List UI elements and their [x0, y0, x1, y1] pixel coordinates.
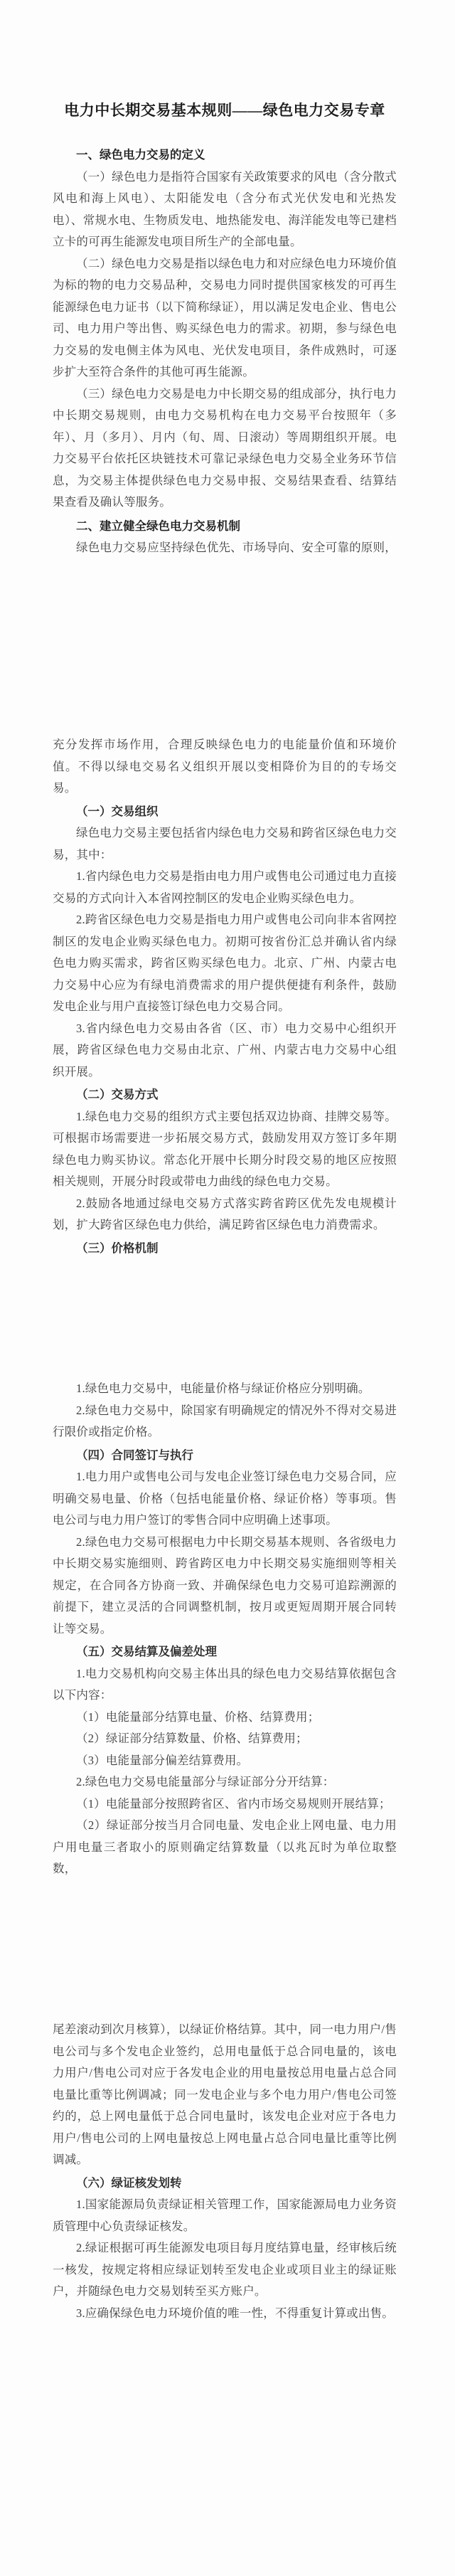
- paragraph: 绿色电力交易主要包括省内绿色电力交易和跨省区绿色电力交易，其中：: [53, 826, 397, 862]
- paragraph: 2.鼓励各地通过绿电交易方式落实跨省跨区优先发电规模计划，扩大跨省区绿色电力供给，满足跨省区绿色电力消费需求。: [53, 1196, 397, 1231]
- paragraph: （二）绿色电力交易是指以绿色电力和对应绿色电力环境价值为标的物的电力交易品种，交易电力同时提供国家核发的可再生能源绿色电力证书（以下简称绿证），用以满足发电企业、售电公司、电力用户等出售、购买绿色电力的需求。初期，参与绿色电力交易的发电侧主体为风电、光伏发电项目，条件成熟时，可逐步扩大至符合条件的其他可再生能源。: [53, 256, 397, 378]
- document-page: [0, 1378, 455, 2019]
- section-heading: （四）合同签订与执行: [76, 1448, 193, 1462]
- paragraph: （2）绿证部分结算数量、价格、结算费用；: [76, 1732, 308, 1745]
- paragraph: （1）电能量部分结算电量、价格、结算费用；: [76, 1710, 320, 1724]
- paragraph: 1.国家能源局负责绿证相关管理工作，国家能源局电力业务资质管理中心负责绿证核发。: [53, 2198, 397, 2233]
- paragraph: 2.绿色电力交易电能量部分与绿证部分分开结算：: [76, 1775, 335, 1788]
- paragraph: 1.绿色电力交易的组织方式主要包括双边协商、挂牌交易等。可根据市场需要进一步拓展交易方式，鼓励发用双方签订多年期绿色电力购买协议。常态化开展中长期分时段交易的地区应按照相关规则，开展分时段或带电力曲线的绿色电力交易。: [53, 1109, 397, 1188]
- section-heading: （二）交易方式: [76, 1088, 159, 1101]
- chapter-heading: 一、绿色电力交易的定义: [76, 149, 205, 161]
- paragraph: 1.绿色电力交易中，电能量价格与绿证价格应分别明确。: [76, 1382, 370, 1395]
- paragraph: 3.应确保绿色电力环境价值的唯一性，不得重复计算或出售。: [76, 2306, 394, 2320]
- paragraph: （一）绿色电力是指符合国家有关政策要求的风电（含分散式风电和海上风电）、太阳能发电（含分布式光伏发电和光热发电）、常规水电、生物质发电、地热能发电、海洋能发电等已建档立卡的可再生能源发电项目所生产的全部电量。: [53, 169, 397, 248]
- paragraph: 2.绿色电力交易中，除国家有明确规定的情况外不得对交易进行限价或指定价格。: [53, 1403, 397, 1438]
- chapter-heading: 二、建立健全绿色电力交易机制: [76, 519, 240, 533]
- section-heading: （三）价格机制: [76, 1241, 159, 1255]
- paragraph: 3.省内绿色电力交易由各省（区、市）电力交易中心组织开展，跨省区绿色电力交易由北京、广州、内蒙古电力交易中心组织开展。: [53, 1021, 397, 1078]
- paragraph: 2.绿证根据可再生能源发电项目每月度结算电量，经审核后统一核发，按规定将相应绿证划转至发电企业或项目业主的绿证账户，并随绿色电力交易划转至买方账户。: [53, 2241, 397, 2298]
- document-title: 电力中长期交易基本规则——绿色电力交易专章: [64, 102, 385, 119]
- paragraph: 尾差滚动到次月核算），以绿证价格结算。其中，同一电力用户/售电公司与多个发电企业签约，总用电量低于总合同电量的，该电力用户/售电公司对应于各发电企业的用电量按总用电量占总合同电量比重等比例调减；同一发电企业与多个电力用户/售电公司签约的，总上网电量低于总合同电量时，该发电企业对应于各电力用户/售电公司的上网电量按总上网电量占总合同电量比重等比例调减。: [53, 2023, 397, 2166]
- document-page: [0, 0, 455, 734]
- section-heading: （六）绿证核发划转: [76, 2175, 182, 2190]
- paragraph: （3）电能量部分偏差结算费用。: [76, 1753, 249, 1767]
- paragraph: 绿色电力交易应坚持绿色优先、市场导向、安全可靠的原则，: [76, 541, 397, 554]
- section-heading: （五）交易结算及偏差处理: [76, 1645, 217, 1658]
- document-page: [0, 2019, 455, 2576]
- paragraph: 1.电力用户或售电公司与发电企业签订绿色电力交易合同，应明确交易电量、价格（包括电能量价格、绿证价格）等事项。售电公司与电力用户签订的零售合同中应明确上述事项。: [53, 1470, 397, 1527]
- paragraph: 充分发挥市场作用，合理反映绿色电力的电能量价值和环境价值。不得以绿电交易名义组织开展以变相降价为目的的专场交易。: [53, 738, 397, 795]
- paragraph: （1）电能量部分按照跨省区、省内市场交易规则开展结算；: [76, 1796, 391, 1811]
- paragraph: 2.跨省区绿色电力交易是指电力用户或售电公司向非本省网控制区的发电企业购买绿色电力。初期可按省份汇总并确认省内绿色电力购买需求，跨省区购买绿色电力。北京、广州、内蒙古电力交易中心应为有绿电消费需求的用户提供便捷有利条件，鼓励发电企业与用户直接签订绿色电力交易合同。: [53, 913, 397, 1013]
- section-heading: （一）交易组织: [76, 804, 159, 818]
- document-page: [0, 734, 455, 1378]
- paragraph: （三）绿色电力交易是电力中长期交易的组成部分，执行电力中长期交易规则，由电力交易机构在电力交易平台按照年（多年）、月（多月）、月内（旬、周、日滚动）等周期组织开展。电力交易平台依托区块链技术可靠记录绿色电力交易全业务环节信息，为交易主体提供绿色电力交易申报、交易结果查看、结算结果查看及确认等服务。: [53, 386, 397, 509]
- paragraph: 2.绿色电力交易可根据电力中长期交易基本规则、各省级电力中长期交易实施细则、跨省跨区电力中长期交易实施细则等相关规定，在合同各方协商一致、并确保绿色电力交易可追踪溯源的前提下，建立灵活的合同调整机制，按月或更短周期开展合同转让等交易。: [53, 1535, 397, 1636]
- paragraph: （2）绿证部分按当月合同电量、发电企业上网电量、电力用户用电量三者取小的原则确定结算数量（以兆瓦时为单位取整数，: [53, 1818, 397, 1875]
- paragraph: 1.电力交易机构向交易主体出具的绿色电力交易结算依据包含以下内容：: [53, 1666, 397, 1702]
- paragraph: 1.省内绿色电力交易是指由电力用户或售电公司通过电力直接交易的方式向计入本省网控制区的发电企业购买绿色电力。: [53, 869, 397, 905]
